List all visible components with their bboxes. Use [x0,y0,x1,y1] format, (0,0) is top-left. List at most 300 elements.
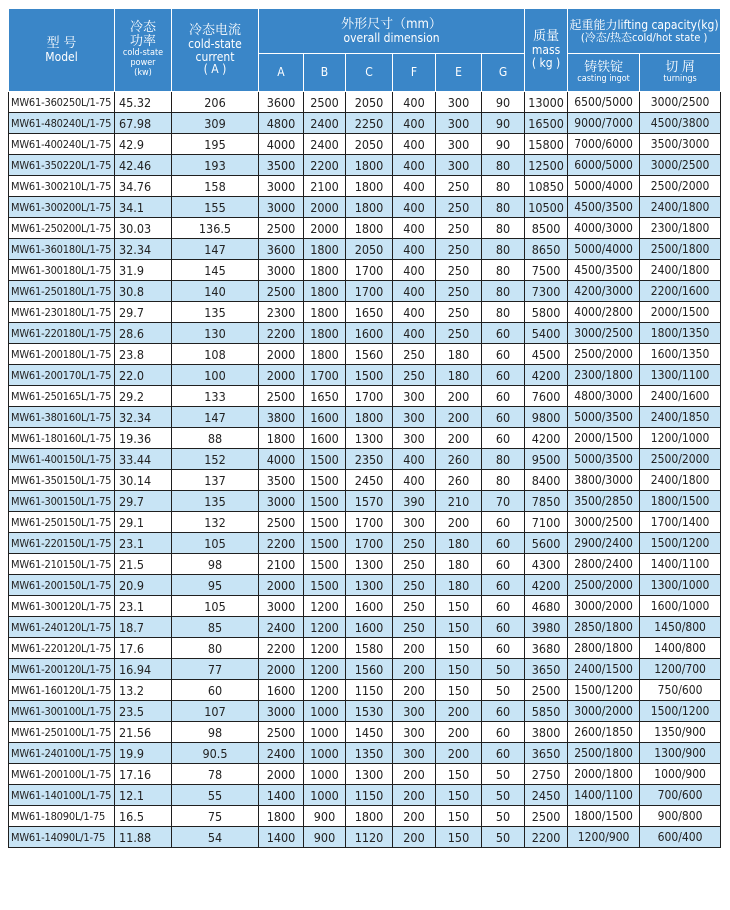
dim-e-cell: 200 [436,386,482,407]
dim-e-cell: 200 [436,722,482,743]
dim-c-cell: 1150 [346,785,393,806]
model-cell: MW61-180160L/1-75 [9,428,115,449]
dim-e-cell: 250 [436,218,482,239]
dim-f-cell: 200 [393,785,436,806]
turnings-capacity-cell: 2300/1800 [640,218,721,239]
mass-cell: 10500 [525,197,568,218]
current-header-cn: 冷态电流 [188,22,241,38]
current-cell: 135 [172,491,259,512]
dim-c-cell: 2050 [346,92,393,113]
model-cell: MW61-300180L/1-75 [9,260,115,281]
ingot-capacity-cell: 7000/6000 [568,134,640,155]
mass-cell: 2200 [525,827,568,848]
turnings-capacity-cell: 4500/3800 [640,113,721,134]
mass-cell: 4680 [525,596,568,617]
dim-b-cell: 1800 [304,302,346,323]
model-cell: MW61-250150L/1-75 [9,512,115,533]
table-row [9,218,721,239]
model-cell: MW61-360180L/1-75 [9,239,115,260]
dim-e-cell: 250 [436,323,482,344]
turnings-capacity-cell: 2400/1800 [640,470,721,491]
dim-e-cell: 200 [436,512,482,533]
dim-f-cell: 300 [393,428,436,449]
ingot-capacity-cell: 3500/2850 [568,491,640,512]
current-cell: 55 [172,785,259,806]
dim-b-cell: 2400 [304,134,346,155]
mass-cell: 7100 [525,512,568,533]
turnings-header-en: turnings [663,73,697,84]
dim-a-cell: 3000 [259,491,304,512]
ingot-header [568,54,640,92]
mass-cell: 8400 [525,470,568,491]
model-cell: MW61-240120L/1-75 [9,617,115,638]
power-cell: 29.2 [115,386,172,407]
dim-a-cell: 2500 [259,218,304,239]
power-cell: 13.2 [115,680,172,701]
turnings-capacity-cell: 600/400 [640,827,721,848]
turnings-capacity-cell: 1000/900 [640,764,721,785]
dim-f-cell: 300 [393,386,436,407]
dim-g-cell: 60 [482,617,525,638]
dim-g-cell: 90 [482,113,525,134]
power-cell: 28.6 [115,323,172,344]
dim-g-cell: 60 [482,344,525,365]
current-cell: 95 [172,575,259,596]
dim-c-cell: 1600 [346,323,393,344]
dim-c-cell: 1300 [346,764,393,785]
power-cell: 67.98 [115,113,172,134]
table-row [9,491,721,512]
dim-b-cell: 2500 [304,92,346,113]
dim-e-cell: 250 [436,281,482,302]
mass-cell: 8650 [525,239,568,260]
dim-f-cell: 400 [393,260,436,281]
dim-a-cell: 3600 [259,92,304,113]
dim-a-cell: 4000 [259,449,304,470]
dim-f-cell: 300 [393,512,436,533]
mass-cell: 3800 [525,722,568,743]
capacity-header [568,9,721,54]
mass-cell: 3980 [525,617,568,638]
table-row [9,113,721,134]
dim-f-cell: 400 [393,134,436,155]
dim-e-cell: 300 [436,92,482,113]
current-cell: 145 [172,260,259,281]
dim-c-cell: 1350 [346,743,393,764]
table-row [9,281,721,302]
model-cell: MW61-250100L/1-75 [9,722,115,743]
ingot-capacity-cell: 4000/3000 [568,218,640,239]
power-cell: 30.14 [115,470,172,491]
dim-e-cell: 250 [436,239,482,260]
dim-g-cell: 60 [482,596,525,617]
mass-cell: 5850 [525,701,568,722]
power-header-cn: 冷态 功率 [129,20,156,50]
mass-cell: 2500 [525,806,568,827]
dim-f-cell: 300 [393,722,436,743]
dim-b-cell: 2100 [304,176,346,197]
turnings-capacity-cell: 2400/1800 [640,197,721,218]
power-cell: 32.34 [115,407,172,428]
dim-c-cell: 1300 [346,554,393,575]
power-cell: 20.9 [115,575,172,596]
dim-b-cell: 900 [304,827,346,848]
dim-g-cell: 50 [482,659,525,680]
current-cell: 158 [172,176,259,197]
dim-g-cell: 50 [482,806,525,827]
current-cell: 78 [172,764,259,785]
table-row [9,701,721,722]
power-header [115,9,172,92]
dim-b-cell: 2000 [304,218,346,239]
dim-c-cell: 1700 [346,512,393,533]
dim-g-cell: 80 [482,260,525,281]
power-cell: 17.16 [115,764,172,785]
dim-b-cell: 1500 [304,554,346,575]
model-header [9,9,115,92]
ingot-capacity-cell: 2600/1850 [568,722,640,743]
model-cell: MW61-14090L/1-75 [9,827,115,848]
dim-b-cell: 1000 [304,764,346,785]
table-row [9,764,721,785]
ingot-capacity-cell: 3000/2000 [568,701,640,722]
ingot-capacity-cell: 2000/1500 [568,428,640,449]
ingot-capacity-cell: 3000/2000 [568,596,640,617]
table-row [9,659,721,680]
power-cell: 23.8 [115,344,172,365]
dim-c-cell: 1700 [346,281,393,302]
power-cell: 16.5 [115,806,172,827]
power-header-unit: (kw) [134,67,152,78]
dim-g-cell: 90 [482,134,525,155]
current-cell: 195 [172,134,259,155]
table-row [9,176,721,197]
dim-a-cell: 1800 [259,806,304,827]
power-cell: 12.1 [115,785,172,806]
table-row [9,806,721,827]
turnings-capacity-cell: 900/800 [640,806,721,827]
current-cell: 137 [172,470,259,491]
model-cell: MW61-140100L/1-75 [9,785,115,806]
dim-a-cell: 2500 [259,281,304,302]
turnings-capacity-cell: 3000/2500 [640,92,721,113]
dim-b-cell: 1700 [304,365,346,386]
ingot-capacity-cell: 3800/3000 [568,470,640,491]
model-cell: MW61-480240L/1-75 [9,113,115,134]
ingot-capacity-cell: 2400/1500 [568,659,640,680]
ingot-capacity-cell: 1400/1100 [568,785,640,806]
dim-a-cell: 4000 [259,134,304,155]
power-cell: 31.9 [115,260,172,281]
dim-g-cell: 60 [482,722,525,743]
dim-a-cell: 2200 [259,323,304,344]
dim-g-cell: 80 [482,197,525,218]
dim-c-cell: 1120 [346,827,393,848]
dim-a-cell: 2200 [259,533,304,554]
dim-c-cell: 1800 [346,407,393,428]
table-row [9,323,721,344]
mass-cell: 3680 [525,638,568,659]
current-cell: 152 [172,449,259,470]
mass-cell: 5600 [525,533,568,554]
mass-cell: 2500 [525,680,568,701]
model-cell: MW61-18090L/1-75 [9,806,115,827]
dim-g-cell: 80 [482,281,525,302]
dim-e-cell: 180 [436,365,482,386]
specification-table [8,8,721,848]
dim-g-cell: 50 [482,827,525,848]
turnings-capacity-cell: 1300/1000 [640,575,721,596]
current-cell: 60 [172,680,259,701]
table-row [9,386,721,407]
mass-cell: 7300 [525,281,568,302]
model-cell: MW61-210150L/1-75 [9,554,115,575]
dim-e-cell: 250 [436,260,482,281]
dim-g-cell: 60 [482,743,525,764]
dim-b-cell: 1800 [304,323,346,344]
dim-f-cell: 300 [393,701,436,722]
model-cell: MW61-250180L/1-75 [9,281,115,302]
table-row [9,239,721,260]
dim-f-cell: 300 [393,743,436,764]
current-cell: 108 [172,344,259,365]
ingot-capacity-cell: 2850/1800 [568,617,640,638]
ingot-capacity-cell: 6000/5000 [568,155,640,176]
turnings-capacity-cell: 1700/1400 [640,512,721,533]
dim-c-cell: 1700 [346,260,393,281]
turnings-capacity-cell: 2400/1850 [640,407,721,428]
dim-b-cell: 1200 [304,659,346,680]
dim-f-cell: 200 [393,806,436,827]
ingot-capacity-cell: 4800/3000 [568,386,640,407]
current-cell: 147 [172,407,259,428]
table-row [9,155,721,176]
power-cell: 33.44 [115,449,172,470]
dim-a-cell: 2000 [259,344,304,365]
mass-cell: 10850 [525,176,568,197]
turnings-capacity-cell: 1450/800 [640,617,721,638]
table-row [9,722,721,743]
table-row [9,92,721,113]
dim-a-cell: 3600 [259,239,304,260]
turnings-capacity-cell: 1800/1350 [640,323,721,344]
dim-f-cell: 250 [393,365,436,386]
model-cell: MW61-200180L/1-75 [9,344,115,365]
dim-f-cell: 200 [393,638,436,659]
dim-a-cell: 3000 [259,176,304,197]
power-cell: 29.1 [115,512,172,533]
mass-cell: 4200 [525,428,568,449]
dim-f-cell: 300 [393,407,436,428]
dim-b-cell: 1500 [304,575,346,596]
current-header [172,9,259,92]
turnings-capacity-cell: 700/600 [640,785,721,806]
dim-b-cell: 1500 [304,491,346,512]
dim-c-cell: 2050 [346,239,393,260]
table-row [9,617,721,638]
dim-c-cell: 1600 [346,596,393,617]
power-cell: 23.1 [115,533,172,554]
dim-e-cell: 150 [436,638,482,659]
power-cell: 18.7 [115,617,172,638]
dim-g-cell: 60 [482,407,525,428]
dim-col-c: C [346,54,393,92]
dim-c-cell: 1800 [346,806,393,827]
table-body [9,92,721,848]
model-header-cn: 型 号 [46,35,77,51]
model-header-en: Model [45,49,78,64]
current-cell: 136.5 [172,218,259,239]
dim-b-cell: 1000 [304,785,346,806]
dim-b-cell: 1000 [304,722,346,743]
mass-cell: 15800 [525,134,568,155]
mass-cell: 7600 [525,386,568,407]
current-cell: 88 [172,428,259,449]
dim-b-cell: 1500 [304,470,346,491]
power-cell: 19.36 [115,428,172,449]
mass-cell: 13000 [525,92,568,113]
dim-g-cell: 80 [482,449,525,470]
model-cell: MW61-200150L/1-75 [9,575,115,596]
dim-b-cell: 1200 [304,596,346,617]
turnings-header-cn: 切 屑 [665,59,695,75]
dim-c-cell: 1800 [346,155,393,176]
mass-cell: 7850 [525,491,568,512]
dim-e-cell: 150 [436,617,482,638]
dim-g-cell: 60 [482,533,525,554]
dim-e-cell: 180 [436,533,482,554]
dim-a-cell: 1400 [259,785,304,806]
dim-b-cell: 2400 [304,113,346,134]
dim-e-cell: 150 [436,764,482,785]
current-cell: 80 [172,638,259,659]
turnings-capacity-cell: 1300/900 [640,743,721,764]
ingot-capacity-cell: 5000/4000 [568,239,640,260]
dim-g-cell: 60 [482,701,525,722]
capacity-header-sub: (冷态/热态cold/hot state ) [580,30,708,44]
dim-b-cell: 1000 [304,743,346,764]
table-row [9,785,721,806]
dim-g-cell: 80 [482,239,525,260]
current-cell: 100 [172,365,259,386]
dim-g-cell: 50 [482,680,525,701]
dim-g-cell: 60 [482,554,525,575]
power-cell: 21.56 [115,722,172,743]
dim-b-cell: 1800 [304,344,346,365]
dim-a-cell: 2000 [259,365,304,386]
table-row [9,449,721,470]
dim-e-cell: 180 [436,554,482,575]
current-cell: 130 [172,323,259,344]
ingot-header-en: casting ingot [577,73,630,84]
dim-g-cell: 80 [482,155,525,176]
turnings-capacity-cell: 1350/900 [640,722,721,743]
dim-b-cell: 1800 [304,260,346,281]
dim-b-cell: 900 [304,806,346,827]
power-cell: 23.5 [115,701,172,722]
table-row [9,554,721,575]
dim-c-cell: 1560 [346,659,393,680]
dim-f-cell: 390 [393,491,436,512]
dim-g-cell: 60 [482,512,525,533]
dim-e-cell: 300 [436,113,482,134]
mass-header-en: mass [531,43,561,58]
dim-col-a: A [259,54,304,92]
current-cell: 98 [172,554,259,575]
dim-g-cell: 50 [482,785,525,806]
dim-f-cell: 250 [393,344,436,365]
dim-c-cell: 1300 [346,428,393,449]
turnings-capacity-cell: 2400/1800 [640,260,721,281]
turnings-capacity-cell: 1200/1000 [640,428,721,449]
dim-f-cell: 400 [393,176,436,197]
dim-g-cell: 80 [482,302,525,323]
table-row [9,680,721,701]
table-row [9,302,721,323]
dim-c-cell: 1800 [346,197,393,218]
dim-c-cell: 2250 [346,113,393,134]
dim-b-cell: 1650 [304,386,346,407]
current-cell: 147 [172,239,259,260]
dim-g-cell: 60 [482,386,525,407]
dim-e-cell: 180 [436,344,482,365]
dim-a-cell: 3000 [259,197,304,218]
dim-f-cell: 400 [393,302,436,323]
model-cell: MW61-360250L/1-75 [9,92,115,113]
dim-c-cell: 2450 [346,470,393,491]
model-cell: MW61-220120L/1-75 [9,638,115,659]
dim-g-cell: 60 [482,428,525,449]
current-cell: 132 [172,512,259,533]
dim-b-cell: 1200 [304,680,346,701]
power-cell: 23.1 [115,596,172,617]
power-cell: 21.5 [115,554,172,575]
table-row [9,743,721,764]
turnings-capacity-cell: 1500/1200 [640,533,721,554]
dim-c-cell: 1800 [346,176,393,197]
table-row [9,407,721,428]
dim-e-cell: 250 [436,302,482,323]
ingot-header-cn: 铸铁锭 [584,59,624,75]
dim-g-cell: 50 [482,764,525,785]
ingot-capacity-cell: 2500/1800 [568,743,640,764]
turnings-header [640,54,721,92]
dim-g-cell: 80 [482,470,525,491]
mass-cell: 12500 [525,155,568,176]
dim-a-cell: 3000 [259,596,304,617]
ingot-capacity-cell: 2900/2400 [568,533,640,554]
model-cell: MW61-300100L/1-75 [9,701,115,722]
dim-a-cell: 2000 [259,575,304,596]
dim-g-cell: 60 [482,365,525,386]
current-header-en: cold-state current [188,36,242,64]
table-row [9,470,721,491]
current-cell: 54 [172,827,259,848]
dim-e-cell: 210 [436,491,482,512]
current-cell: 85 [172,617,259,638]
dim-col-f: F [393,54,436,92]
model-cell: MW61-230180L/1-75 [9,302,115,323]
mass-cell: 8500 [525,218,568,239]
turnings-capacity-cell: 1300/1100 [640,365,721,386]
table-row [9,827,721,848]
turnings-capacity-cell: 2200/1600 [640,281,721,302]
turnings-capacity-cell: 2500/1800 [640,239,721,260]
dim-f-cell: 250 [393,554,436,575]
model-cell: MW61-220150L/1-75 [9,533,115,554]
turnings-capacity-cell: 1800/1500 [640,491,721,512]
power-cell: 22.0 [115,365,172,386]
